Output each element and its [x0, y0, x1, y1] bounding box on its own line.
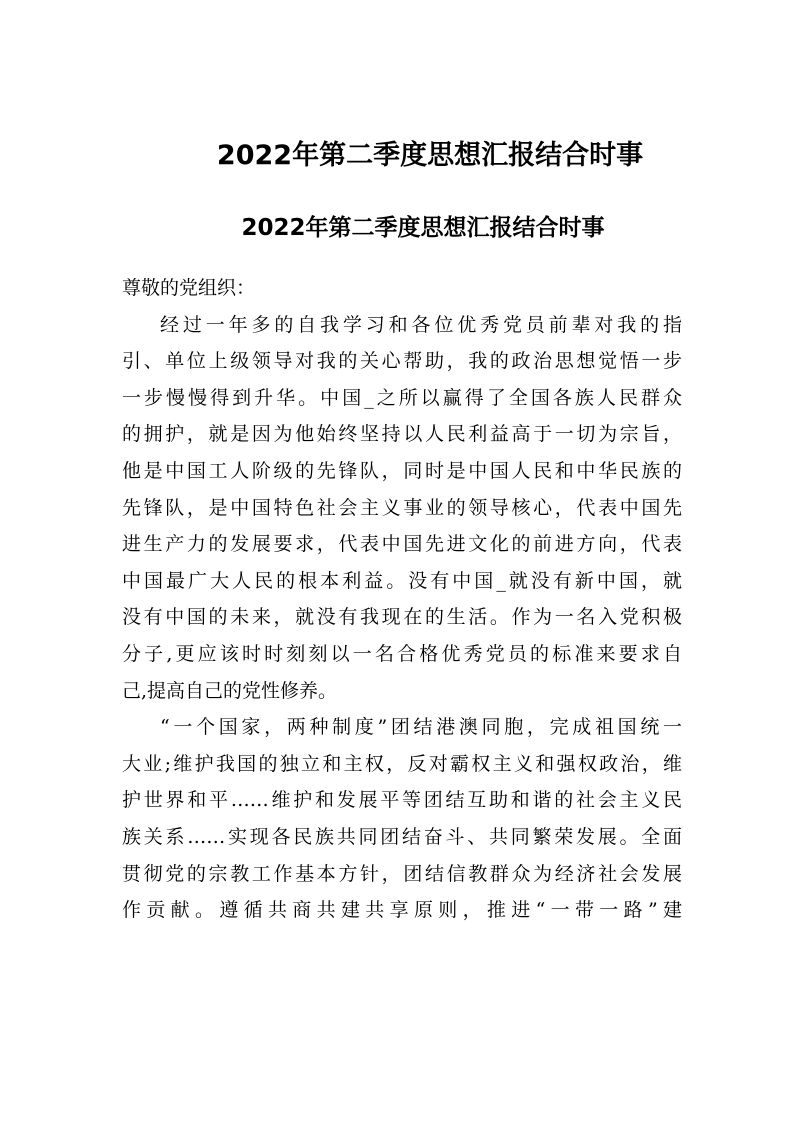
text-line: 己,提高自己的党性修养。	[122, 679, 338, 702]
document-title: 2022年第二季度思想汇报结合时事	[216, 140, 644, 171]
text-line: 他是中国工人阶级的先锋队，同时是中国人民和中华民族的	[122, 459, 682, 482]
salutation: 尊敬的党组织：	[122, 277, 256, 299]
text-line: “一个国家，两种制度”团结港澳同胞，完成祖国统一	[160, 716, 682, 739]
text-line: 大业;维护我国的独立和主权，反对霸权主义和强权政治，维	[122, 752, 682, 775]
text-line: 族关系……实现各民族共同团结奋斗、共同繁荣发展。全面	[122, 825, 682, 848]
text-line: 的拥护，就是因为他始终坚持以人民利益高于一切为宗旨，	[122, 423, 682, 446]
text-line: 一步慢慢得到升华。中国_之所以赢得了全国各族人民群众	[122, 386, 682, 409]
text-line: 引、单位上级领导对我的关心帮助，我的政治思想觉悟一步	[122, 350, 682, 373]
text-line: 护世界和平……维护和发展平等团结互助和谐的社会主义民	[122, 789, 682, 812]
text-line: 进生产力的发展要求，代表中国先进文化的前进方向，代表	[122, 533, 682, 556]
text-line: 先锋队，是中国特色社会主义事业的领导核心，代表中国先	[122, 496, 682, 519]
text-line: 没有中国的未来，就没有我现在的生活。作为一名入党积极	[122, 606, 682, 629]
paragraph	[122, 709, 682, 929]
document-subtitle: 2022年第二季度思想汇报结合时事	[241, 215, 605, 241]
text-line: 作贡献。遵循共商共建共享原则，推进“一带一路”建	[122, 899, 682, 922]
text-line: 中国最广大人民的根本利益。没有中国_就没有新中国，就	[122, 569, 682, 592]
paragraph	[122, 307, 682, 710]
text-line: 贯彻党的宗教工作基本方针，团结信教群众为经济社会发展	[122, 862, 682, 885]
text-line: 经过一年多的自我学习和各位优秀党员前辈对我的指	[160, 313, 682, 336]
text-line: 分子,更应该时时刻刻以一名合格优秀党员的标准来要求自	[122, 642, 682, 665]
document-body	[122, 270, 682, 929]
